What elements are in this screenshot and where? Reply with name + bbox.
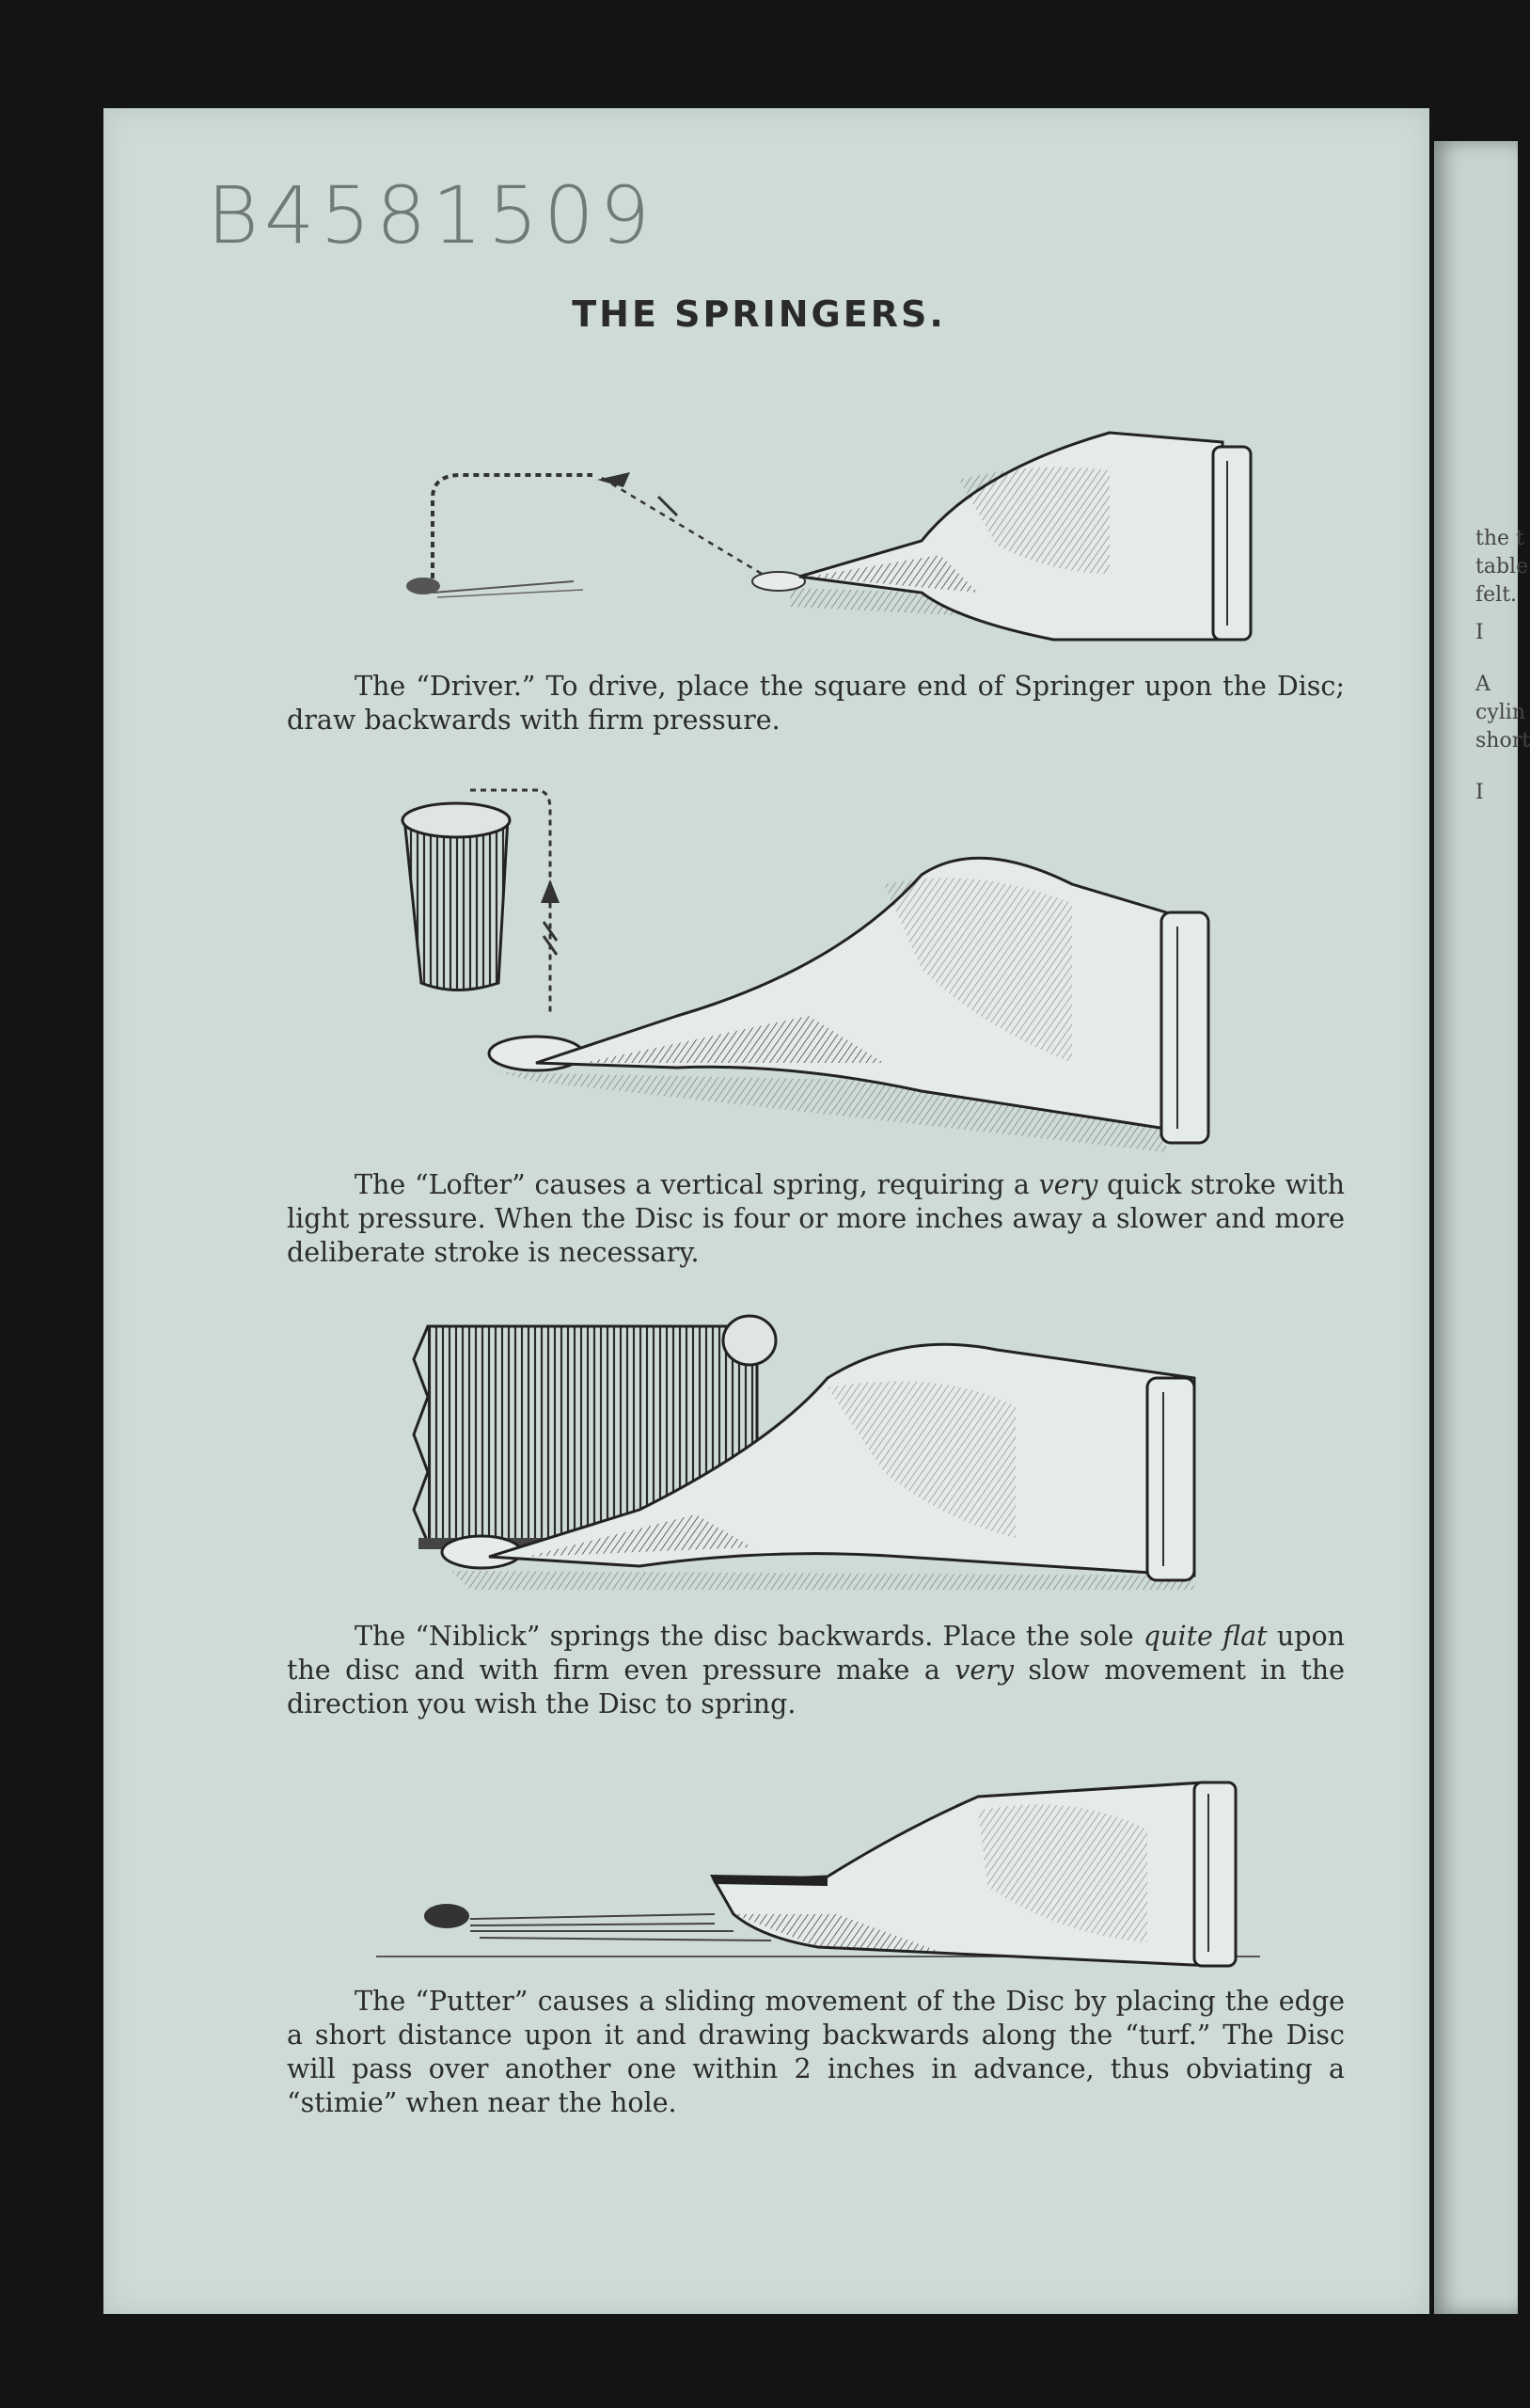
page-title: THE SPRINGERS.: [572, 293, 946, 335]
driver-caption: [287, 670, 1345, 737]
lofter-caption: The “Lofter” causes a vertical spring, requiring a very quick stroke with light pressure. When the Disc is four or more inches away a slower and more deliberate stroke is necessary.: [287, 1169, 1345, 1268]
handwritten-shelfmark: B4581509: [207, 169, 656, 261]
niblick-illustration: [414, 1312, 1241, 1594]
facing-fragment: I: [1475, 621, 1484, 644]
facing-fragment: table: [1475, 555, 1529, 578]
facing-page-edge: [1434, 141, 1530, 2314]
driver-caption-text: The “Driver.” To drive, place the square end of Springer upon the Disc; draw backwards with firm pressure.: [287, 671, 1345, 736]
driver-illustration: [395, 404, 1260, 658]
facing-fragment: cylin: [1475, 701, 1525, 724]
putter-illustration: [376, 1773, 1270, 1975]
facing-fragment: A: [1475, 673, 1491, 696]
facing-fragment: short: [1475, 729, 1530, 752]
putter-caption: [287, 1985, 1345, 2120]
niblick-caption: The “Niblick” springs the disc backwards. Place the sole quite flat upon the disc and with firm even pressure make a very slow movement in the direction you wish the Disc to spring.: [287, 1621, 1345, 1719]
lofter-illustration: [395, 781, 1260, 1157]
putter-caption-text: The “Putter” causes a sliding movement of the Disc by placing the edge a short distance upon it and drawing backwards along the “turf.” The Disc will pass over another one within 2 inches in advance, thus obviating a “stimie” when near the hole.: [287, 1986, 1345, 2118]
facing-fragment: felt.: [1475, 583, 1518, 607]
facing-fragment: I: [1475, 781, 1484, 804]
facing-fragment: the t: [1475, 527, 1524, 550]
